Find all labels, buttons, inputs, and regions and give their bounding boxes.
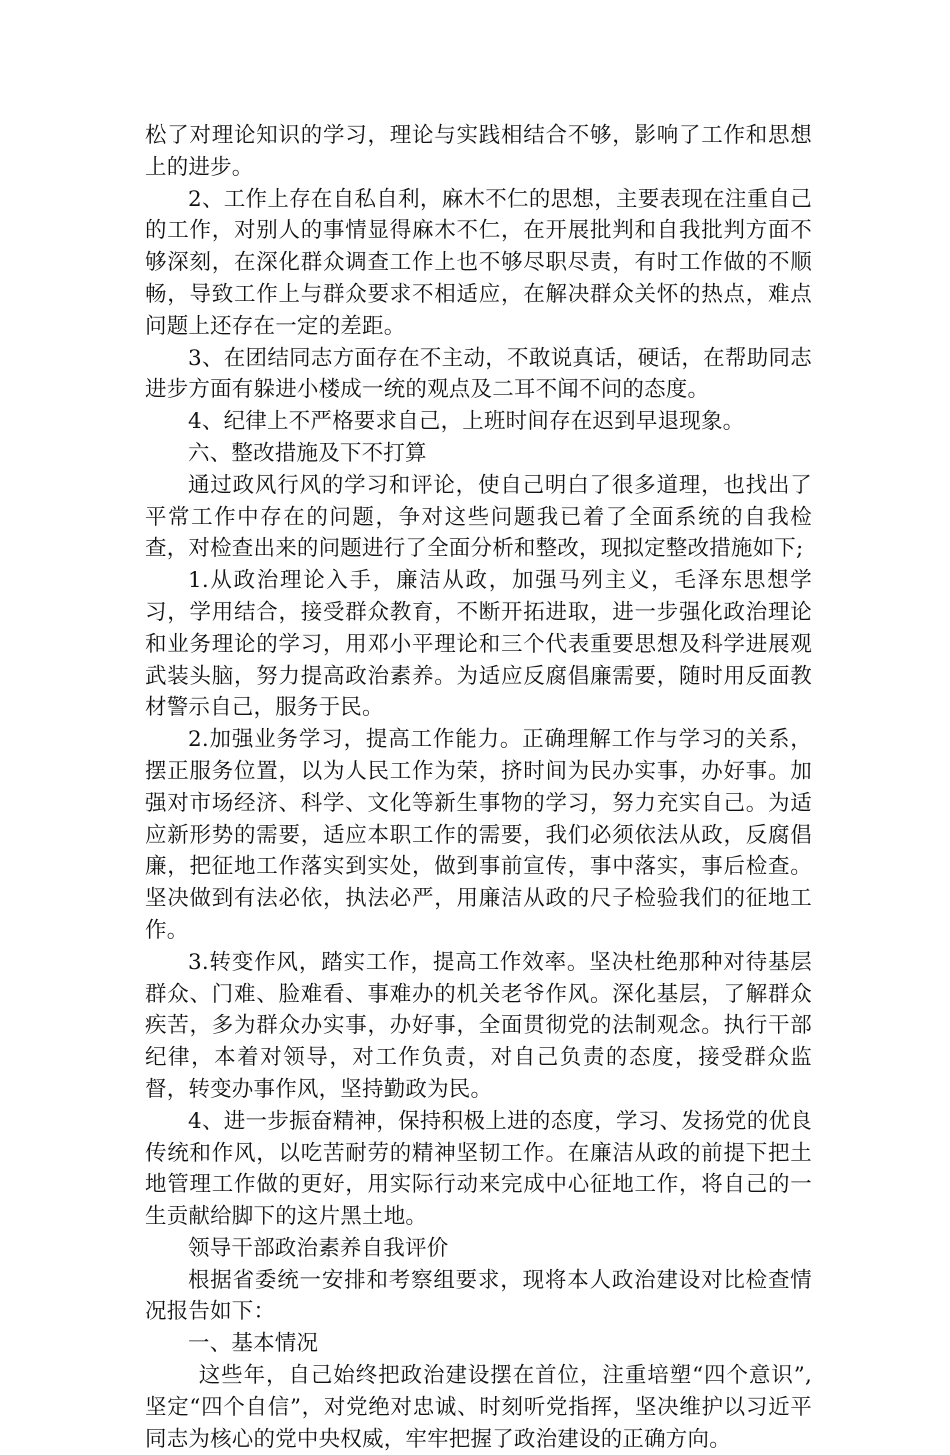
paragraph: 2、工作上存在自私自利，麻木不仁的思想，主要表现在注重自己的工作，对别人的事情显得麻木不仁，在开展批判和自我批判方面不够深刻，在深化群众调查工作上也不够尽职尽责，有时工作做的不顺畅，导致工作上与群众要求不相适应，在解决群众关怀的热点，难点问题上还存在一定的差距。 [145,186,812,339]
paragraph: 3、在团结同志方面存在不主动，不敢说真话，硬话，在帮助同志进步方面有躲进小楼成一统的观点及二耳不闻不问的态度。 [145,345,812,403]
paragraph: 2.加强业务学习，提高工作能力。正确理解工作与学习的关系，摆正服务位置，以为人民工作为荣，挤时间为民办实事，办好事。加强对市场经济、科学、文化等新生事物的学习，努力充实自己。为适应新形势的需要，适应本职工作的需要，我们必须依法从政，反腐倡廉，把征地工作落实到实处，做到事前宣传，事中落实，事后检查。坚决做到有法必依，执法必严，用廉洁从政的尺子检验我们的征地工作。 [145,727,812,943]
paragraph: 松了对理论知识的学习，理论与实践相结合不够，影响了工作和思想上的进步。 [145,123,812,180]
paragraph: 根据省委统一安排和考察组要求，现将本人政治建设对比检查情况报告如下： [145,1267,812,1325]
document-title: 领导干部政治素养自我评价 [188,1235,449,1261]
paragraph: 4、纪律上不严格要求自己，上班时间存在迟到早退现象。 [188,409,745,435]
paragraph: 3.转变作风，踏实工作，提高工作效率。坚决杜绝那种对待基层群众、门难、脸难看、事难办的机关老爷作风。深化基层，了解群众疾苦，多为群众办实事，办好事，全面贯彻党的法制观念。执行干部纪律，本着对领导，对工作负责，对自己负责的态度，接受群众监督，转变办事作风，坚持勤政为民。 [145,949,812,1102]
paragraph: 这些年，自己始终把政治建设摆在首位，注重培塑“四个意识”,坚定“四个自信”，对党绝对忠诚、时刻听党指挥，坚决维护以习近平同志为核心的党中央权威，牢牢把握了政治建设的正确方向。 [145,1363,812,1452]
paragraph: 通过政风行风的学习和评论，使自己明白了很多道理，也找出了平常工作中存在的问题，争对这些问题我已着了全面系统的自我检查，对检查出来的问题进行了全面分析和整改，现拟定整改措施如下; [145,472,812,562]
section-heading: 六、整改措施及下不打算 [188,440,427,466]
paragraph: 4、进一步振奋精神，保持积极上进的态度，学习、发扬党的优良传统和作风，以吃苦耐劳的精神坚韧工作。在廉洁从政的前提下把土地管理工作做的更好，用实际行动来完成中心征地工作，将自己的一生贡献给脚下的这片黑土地。 [145,1108,812,1230]
section-heading: 一、基本情况 [188,1331,319,1357]
document-body [145,120,812,1455]
paragraph: 1.从政治理论入手，廉洁从政，加强马列主义，毛泽东思想学习，学用结合，接受群众教育，不断开拓进取，进一步强化政治理论和业务理论的学习，用邓小平理论和三个代表重要思想及科学进展观武装头脑，努力提高政治素养。为适应反腐倡廉需要，随时用反面教材警示自己，服务于民。 [145,568,812,721]
